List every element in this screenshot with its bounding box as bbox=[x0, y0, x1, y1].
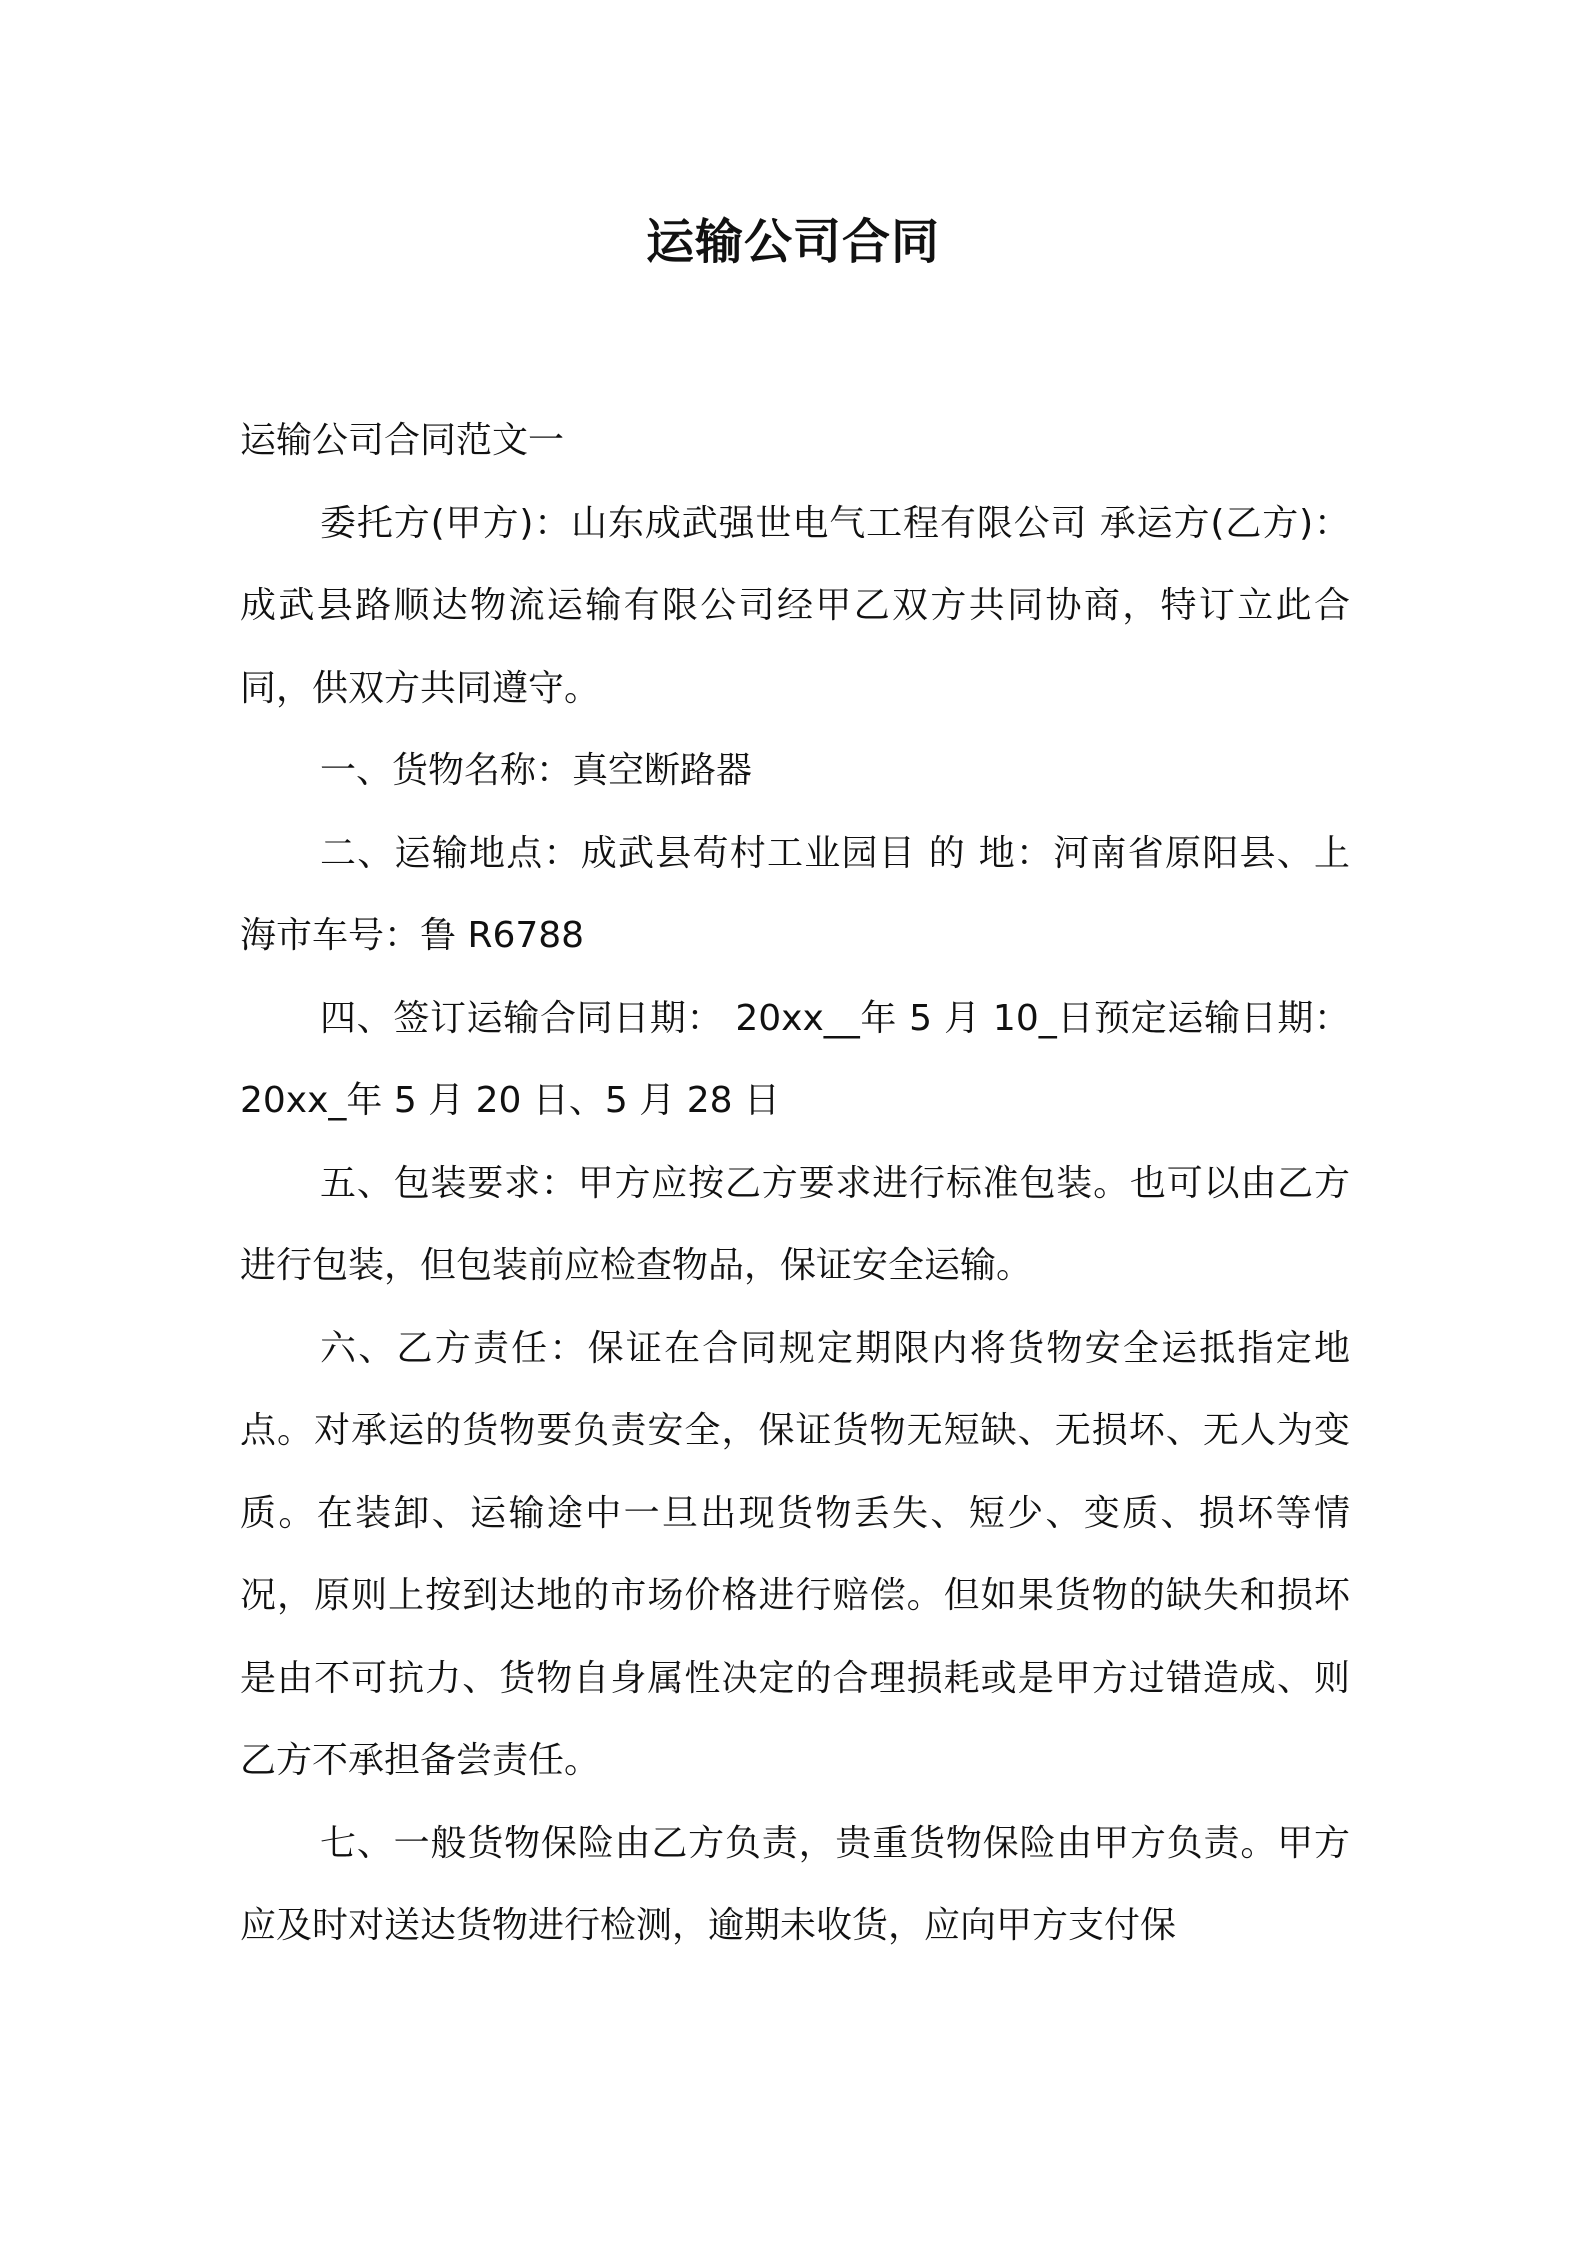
paragraph-parties: 委托方(甲方)：山东成武强世电气工程有限公司 承运方(乙方)：成武县路顺达物流运输有限公司经甲乙双方共同协商，特订立此合同，供双方共同遵守。 bbox=[240, 502, 1350, 709]
document-body bbox=[240, 400, 1350, 1968]
paragraph-goods-name: 一、货物名称：真空断路器 bbox=[320, 750, 753, 791]
paragraph-transport-location: 二、运输地点：成武县苟村工业园目 的 地：河南省原阳县、上海市车号：鲁 R6788 bbox=[240, 832, 1350, 956]
paragraph-carrier-liability: 六、乙方责任：保证在合同规定期限内将货物安全运抵指定地点。对承运的货物要负责安全，保证货物无短缺、无损坏、无人为变质。在装卸、运输途中一旦出现货物丢失、短少、变质、损坏等情况，原则上按到达地的市场价格进行赔偿。但如果货物的缺失和损坏是由不可抗力、货物自身属性决定的合理损耗或是甲方过错造成、则乙方不承担备尝责任。 bbox=[240, 1327, 1350, 1781]
paragraph-contract-date: 四、签订运输合同日期： 20xx__年 5 月 10_日预定运输日期：20xx_年 5 月 20 日、5 月 28 日 bbox=[240, 997, 1350, 1121]
paragraph-packaging: 五、包装要求：甲方应按乙方要求进行标准包装。也可以由乙方进行包装，但包装前应检查物品，保证安全运输。 bbox=[240, 1162, 1350, 1286]
document-subtitle: 运输公司合同范文一 bbox=[240, 420, 565, 461]
document-title: 运输公司合同 bbox=[645, 214, 940, 270]
paragraph-insurance: 七、一般货物保险由乙方负责，贵重货物保险由甲方负责。甲方应及时对送达货物进行检测，逾期未收货，应向甲方支付保 bbox=[240, 1822, 1350, 1946]
